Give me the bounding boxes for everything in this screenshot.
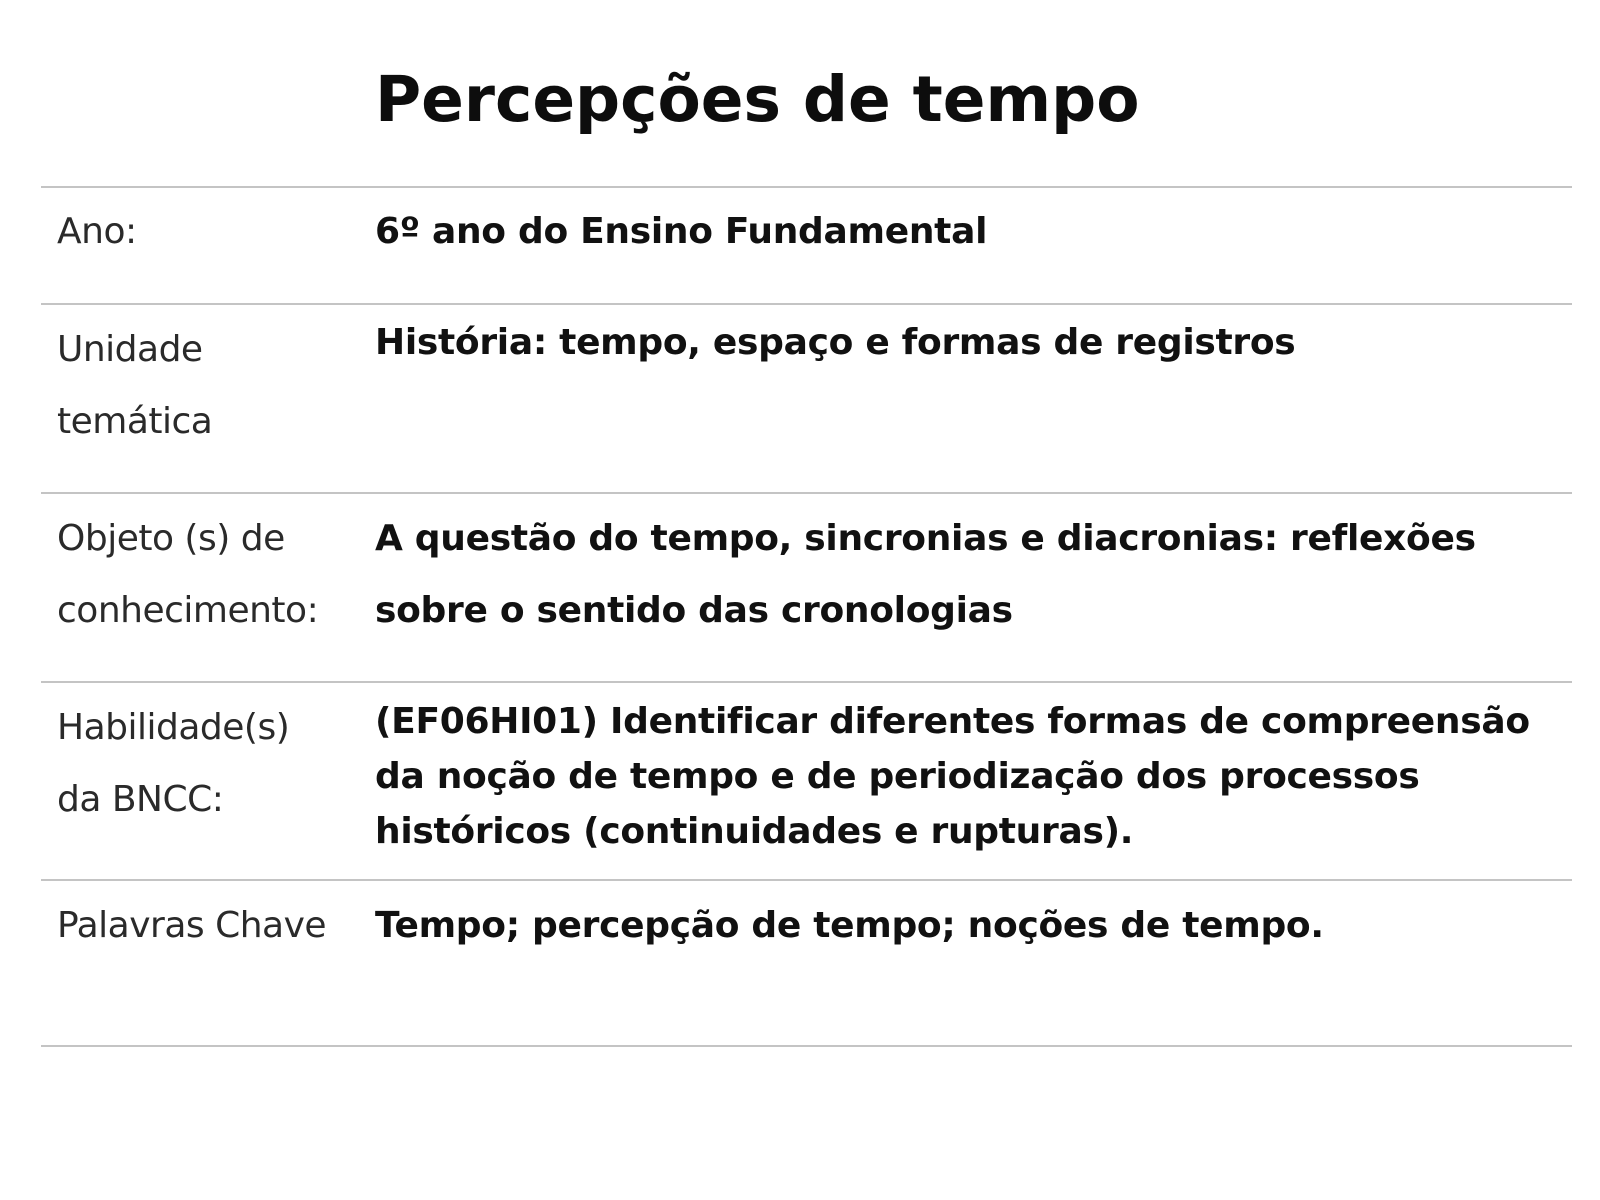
row-divider	[41, 303, 1572, 305]
field-label-ano: Ano:	[57, 211, 137, 252]
row-divider	[41, 186, 1572, 188]
field-label-palavras-chave: Palavras Chave	[57, 905, 327, 946]
row-divider	[41, 879, 1572, 881]
field-label-habilidades-bncc: Habilidade(s) da BNCC:	[57, 707, 290, 820]
row-divider	[41, 681, 1572, 683]
page-title: Percepções de tempo	[375, 63, 1140, 136]
field-label-unidade-tematica: Unidade temática	[57, 329, 213, 442]
field-value-palavras-chave: Tempo; percepção de tempo; noções de tempo.	[375, 905, 1324, 946]
field-value-objeto-conhecimento: A questão do tempo, sincronias e diacronias: reflexões sobre o sentido das cronologias	[375, 518, 1476, 631]
field-label-objeto-conhecimento: Objeto (s) de conhecimento:	[57, 518, 319, 631]
field-value-habilidades-bncc: (EF06HI01) Identificar diferentes formas de compreensão da noção de tempo e de periodização dos processos históricos (continuidades e rupturas).	[375, 701, 1530, 852]
row-divider	[41, 492, 1572, 494]
field-value-unidade-tematica: História: tempo, espaço e formas de registros	[375, 322, 1296, 363]
row-divider	[41, 1045, 1572, 1047]
field-value-ano: 6º ano do Ensino Fundamental	[375, 211, 988, 252]
